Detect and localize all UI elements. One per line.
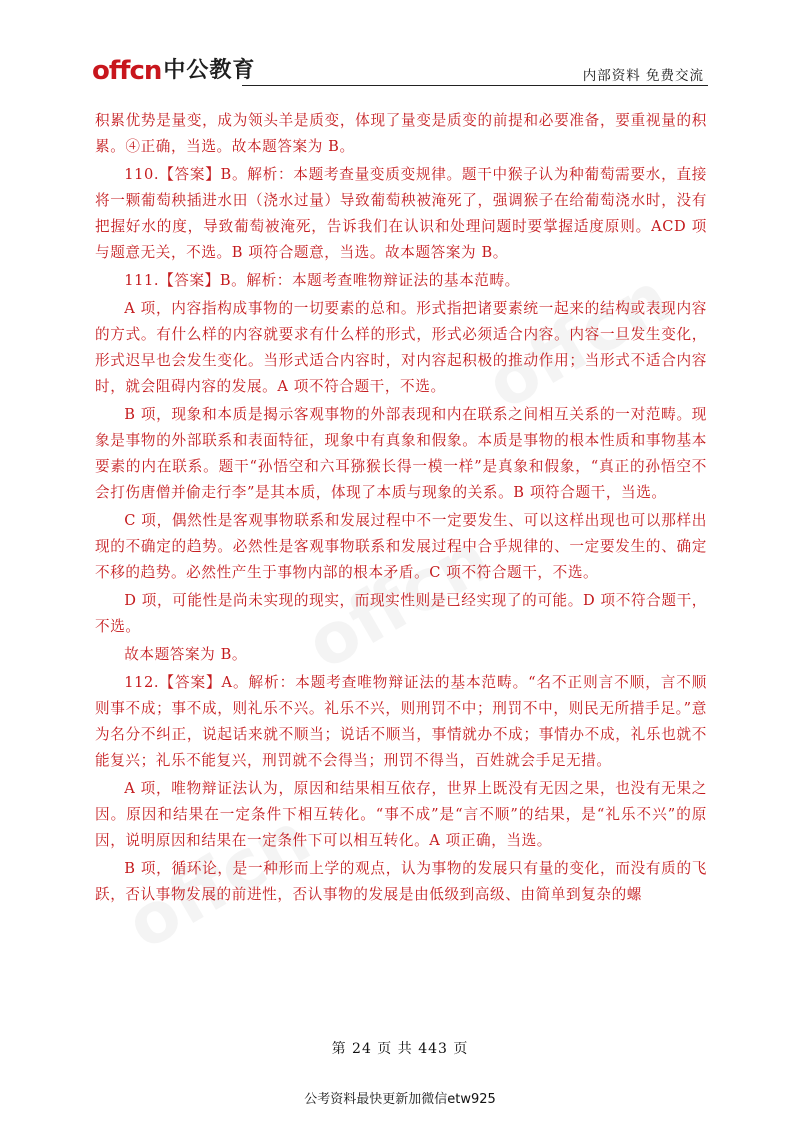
page-number: 第 24 页 共 443 页 [331,1041,469,1057]
paragraph: A 项，内容指构成事物的一切要素的总和。形式指把诸要素统一起来的结构或表现内容的方式。有什么样的内容就要求有什么样的形式，形式必须适合内容。内容一旦发生变化，形式迟早也会发生变化。当形式适合内容时，对内容起积极的推动作用；当形式不适合内容时，就会阻碍内容的发展。A 项不符合题干，不选。 [95,300,707,395]
offcn-logo [92,54,255,86]
paragraph: D 项，可能性是尚未实现的现实，而现实性则是已经实现了的可能。D 项不符合题干，不选。 [95,592,707,635]
footer-note: 公考资料最快更新加微信etw925 [304,1092,496,1107]
logo-text-cn: 中公教育 [163,58,256,83]
header-rule [242,85,708,86]
paragraph: 112.【答案】A。解析：本题考查唯物辩证法的基本范畴。“名不正则言不顺，言不顺则事不成；事不成，则礼乐不兴。礼乐不兴，则刑罚不中；刑罚不中，则民无所措手足。”意为名分不纠正，说起话来就不顺当；说话不顺当，事情就办不成；事情办不成，礼乐也就不能复兴；礼乐不能复兴，刑罚就不会得当；刑罚不得当，百姓就会手足无措。 [95,674,707,769]
paragraph: C 项，偶然性是客观事物联系和发展过程中不一定要发生、可以这样出现也可以那样出现的不确定的趋势。必然性是客观事物联系和发展过程中合乎规律的、一定要发生的、确定不移的趋势。必然性产生于事物内部的根本矛盾。C 项不符合题干，不选。 [95,512,707,581]
page-header [92,48,708,88]
document-body [95,108,707,910]
paragraph: B 项，现象和本质是揭示客观事物的外部表现和内在联系之间相互关系的一对范畴。现象是事物的外部联系和表面特征，现象中有真象和假象。本质是事物的根本性质和事物基本要素的内在联系。题干“孙悟空和六耳猕猴长得一模一样”是真象和假象，“真正的孙悟空不会打伤唐僧并偷走行李”是其本质，体现了本质与现象的关系。B 项符合题干，当选。 [95,406,707,501]
header-note: 内部资料 免费交流 [582,68,704,84]
paragraph: 110.【答案】B。解析：本题考查量变质变规律。题干中猴子认为种葡萄需要水，直接将一颗葡萄秧插进水田（浇水过量）导致葡萄秧被淹死了，强调猴子在给葡萄浇水时，没有把握好水的度，导致葡萄被淹死，告诉我们在认识和处理问题时要掌握适度原则。ACD 项与题意无关，不选。B 项符合题意，当选。故本题答案为 B。 [95,166,707,261]
paragraph: 积累优势是量变，成为领头羊是质变，体现了量变是质变的前提和必要准备，要重视量的积累。④正确，当选。故本题答案为 B。 [95,112,707,155]
paragraph: B 项，循环论，是一种形而上学的观点，认为事物的发展只有量的变化，而没有质的飞跃，否认事物发展的前进性，否认事物的发展是由低级到高级、由简单到复杂的螺 [95,860,707,903]
paragraph: A 项，唯物辩证法认为，原因和结果相互依存，世界上既没有无因之果，也没有无果之因。原因和结果在一定条件下相互转化。“事不成”是“言不顺”的结果，是“礼乐不兴”的原因，说明原因和结果在一定条件下可以相互转化。A 项正确，当选。 [95,780,707,849]
paragraph: 111.【答案】B。解析：本题考查唯物辩证法的基本范畴。 [124,272,520,289]
logo-text-en: offcn [92,56,162,86]
paragraph: 故本题答案为 B。 [124,646,248,663]
